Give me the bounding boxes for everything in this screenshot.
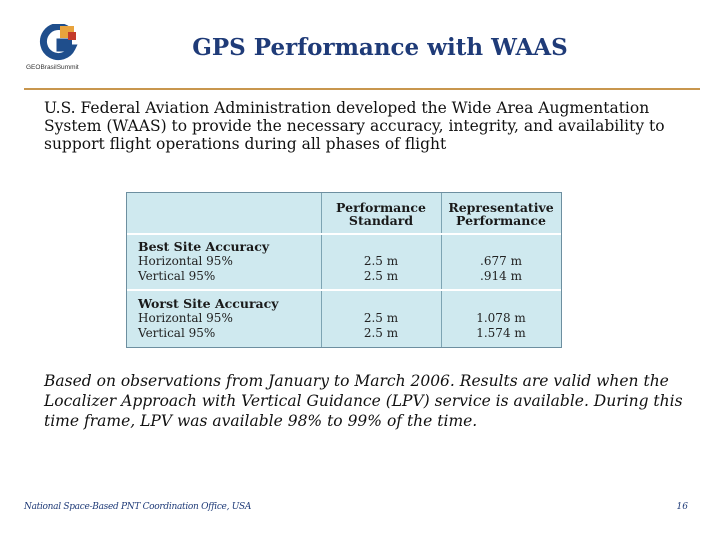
table-cell: .914 m — [480, 269, 522, 283]
geobrasil-logo-icon — [38, 24, 80, 62]
row-divider — [127, 289, 561, 291]
logo-text: GEOBrasilSummit — [26, 64, 79, 71]
row-label: Vertical 95% — [138, 326, 216, 340]
group-title: Best Site Accuracy — [138, 239, 270, 254]
table-cell: 1.574 m — [476, 326, 526, 340]
group-title: Worst Site Accuracy — [138, 296, 279, 311]
table-cell: .677 m — [480, 254, 522, 268]
representative-values — [441, 311, 561, 341]
performance-table — [126, 192, 562, 348]
intro-paragraph: U.S. Federal Aviation Administration developed the Wide Area Augmentation System (WAAS) to provide the necessary accuracy, integrity, and availability to support flight operations during all phases of flight — [44, 99, 665, 153]
logo — [26, 24, 92, 76]
row-label: Horizontal 95% — [138, 311, 233, 325]
row-label: Vertical 95% — [138, 269, 216, 283]
group-worst-site — [138, 296, 318, 341]
page-number: 16 — [676, 502, 688, 512]
table-cell: 1.078 m — [476, 311, 526, 325]
table-cell: 2.5 m — [363, 326, 399, 340]
table-cell: 2.5 m — [363, 254, 399, 268]
header-performance-standard: Performance Standard — [336, 200, 426, 228]
standard-values — [321, 254, 441, 284]
row-divider — [127, 233, 561, 235]
footer-source: National Space-Based PNT Coordination Office, USA — [24, 502, 252, 512]
observation-note: Based on observations from January to March 2006. Results are valid when the Localizer Approach with Vertical Guidance (LPV) service is available. During this time frame, LPV was available 98% to 99% of the time. — [44, 372, 683, 430]
header-representative-performance: Representative Performance — [448, 200, 554, 228]
page-title: GPS Performance with WAAS — [192, 34, 568, 61]
table-cell: 2.5 m — [363, 269, 399, 283]
group-best-site — [138, 239, 318, 284]
title-divider — [24, 88, 700, 90]
representative-values — [441, 254, 561, 284]
standard-values — [321, 311, 441, 341]
row-label: Horizontal 95% — [138, 254, 233, 268]
table-cell: 2.5 m — [363, 311, 399, 325]
